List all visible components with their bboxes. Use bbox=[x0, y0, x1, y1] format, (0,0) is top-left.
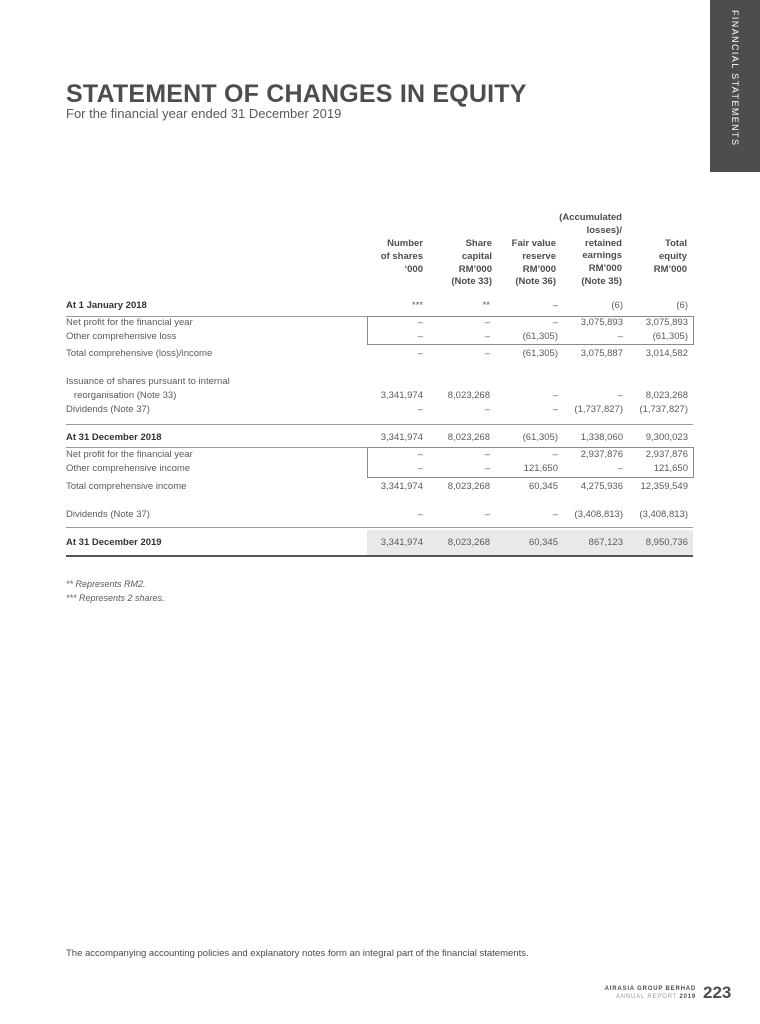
row-label: Total comprehensive income bbox=[66, 481, 187, 492]
cell-fair-value-reserve: 121,650 bbox=[523, 463, 558, 474]
cell-number-of-shares: – bbox=[417, 348, 423, 359]
row-label: Other comprehensive loss bbox=[66, 331, 177, 342]
row-label: reorganisation (Note 33) bbox=[66, 390, 177, 401]
cell-retained-earnings: (6) bbox=[611, 300, 623, 311]
cell-number-of-shares: 3,341,974 bbox=[380, 432, 423, 443]
cell-share-capital: 8,023,268 bbox=[447, 537, 490, 548]
cell-fair-value-reserve: – bbox=[552, 404, 558, 415]
cell-fair-value-reserve: – bbox=[552, 300, 558, 311]
cell-number-of-shares: 3,341,974 bbox=[380, 537, 423, 548]
cell-number-of-shares: 3,341,974 bbox=[380, 390, 423, 401]
cell-fair-value-reserve: – bbox=[552, 509, 558, 520]
row-label: Dividends (Note 37) bbox=[66, 509, 150, 520]
row-label: Net profit for the financial year bbox=[66, 317, 193, 328]
cell-total-equity: 2,937,876 bbox=[645, 449, 688, 460]
row-label: Other comprehensive income bbox=[66, 463, 191, 474]
cell-retained-earnings: 3,075,887 bbox=[580, 348, 623, 359]
row-label: At 31 December 2019 bbox=[66, 537, 162, 548]
cell-share-capital: 8,023,268 bbox=[447, 481, 490, 492]
cell-retained-earnings: 4,275,936 bbox=[580, 481, 623, 492]
column-header-retained-earnings: (Accumulated losses)/ retained earnings RM’000 (Note 35) bbox=[559, 212, 622, 287]
cell-share-capital: – bbox=[484, 509, 490, 520]
footnotes bbox=[66, 577, 165, 605]
cell-share-capital: – bbox=[484, 449, 490, 460]
cell-total-equity: 3,014,582 bbox=[645, 348, 688, 359]
cell-number-of-shares: – bbox=[417, 317, 423, 328]
page-title: STATEMENT OF CHANGES IN EQUITY bbox=[66, 80, 527, 108]
cell-fair-value-reserve: (61,305) bbox=[522, 348, 558, 359]
table-row bbox=[0, 432, 760, 445]
table-row bbox=[0, 509, 760, 522]
cell-total-equity: 9,300,023 bbox=[645, 432, 688, 443]
cell-share-capital: 8,023,268 bbox=[447, 390, 490, 401]
column-header-fair-value-reserve: Fair value reserve RM’000 (Note 36) bbox=[511, 238, 556, 288]
cell-total-equity: (1,737,827) bbox=[639, 404, 688, 415]
cell-share-capital: ** bbox=[482, 300, 490, 311]
cell-number-of-shares: – bbox=[417, 463, 423, 474]
cell-fair-value-reserve: – bbox=[552, 317, 558, 328]
cell-fair-value-reserve: 60,345 bbox=[528, 537, 558, 548]
cell-retained-earnings: – bbox=[617, 463, 623, 474]
cell-total-equity: (61,305) bbox=[652, 331, 688, 342]
cell-number-of-shares: *** bbox=[411, 300, 423, 311]
report-label-text: ANNUAL REPORT bbox=[615, 994, 677, 1000]
footer-note: The accompanying accounting policies and explanatory notes form an integral part of the financial statements. bbox=[66, 948, 529, 959]
cell-total-equity: 3,075,893 bbox=[645, 317, 688, 328]
column-header-number-of-shares: Number of shares ‘000 bbox=[380, 238, 423, 275]
cell-number-of-shares: – bbox=[417, 449, 423, 460]
cell-number-of-shares: – bbox=[417, 331, 423, 342]
footnote: *** Represents 2 shares. bbox=[66, 593, 165, 603]
cell-share-capital: – bbox=[484, 317, 490, 328]
row-label: Issuance of shares pursuant to internal bbox=[66, 376, 230, 387]
cell-fair-value-reserve: – bbox=[552, 390, 558, 401]
cell-total-equity: (3,408,813) bbox=[639, 509, 688, 520]
cell-retained-earnings: 3,075,893 bbox=[580, 317, 623, 328]
cell-number-of-shares: – bbox=[417, 509, 423, 520]
report-label bbox=[590, 994, 696, 1000]
cell-number-of-shares: – bbox=[417, 404, 423, 415]
cell-fair-value-reserve: – bbox=[552, 449, 558, 460]
table-row bbox=[0, 449, 760, 462]
page-number: 223 bbox=[703, 983, 732, 1002]
cell-retained-earnings: (3,408,813) bbox=[574, 509, 623, 520]
cell-share-capital: – bbox=[484, 348, 490, 359]
table-row bbox=[0, 331, 760, 344]
cell-number-of-shares: 3,341,974 bbox=[380, 481, 423, 492]
cell-retained-earnings: 2,937,876 bbox=[580, 449, 623, 460]
table-row bbox=[0, 404, 760, 417]
cell-fair-value-reserve: (61,305) bbox=[522, 432, 558, 443]
table-row bbox=[0, 317, 760, 330]
cell-total-equity: (6) bbox=[676, 300, 688, 311]
table-row bbox=[0, 481, 760, 494]
row-label: At 1 January 2018 bbox=[66, 300, 147, 311]
column-header-share-capital: Share capital RM’000 (Note 33) bbox=[451, 238, 492, 288]
cell-retained-earnings: – bbox=[617, 390, 623, 401]
cell-retained-earnings: (1,737,827) bbox=[574, 404, 623, 415]
table-row bbox=[0, 348, 760, 361]
cell-retained-earnings: 867,123 bbox=[588, 537, 623, 548]
cell-total-equity: 8,950,736 bbox=[645, 537, 688, 548]
table-row bbox=[0, 537, 760, 550]
cell-share-capital: 8,023,268 bbox=[447, 432, 490, 443]
cell-share-capital: – bbox=[484, 331, 490, 342]
footnote: ** Represents RM2. bbox=[66, 579, 146, 589]
column-header-total-equity: Total equity RM’000 bbox=[653, 238, 687, 275]
cell-total-equity: 8,023,268 bbox=[645, 390, 688, 401]
row-label: At 31 December 2018 bbox=[66, 432, 162, 443]
cell-share-capital: – bbox=[484, 463, 490, 474]
cell-share-capital: – bbox=[484, 404, 490, 415]
cell-fair-value-reserve: (61,305) bbox=[522, 331, 558, 342]
row-label: Total comprehensive (loss)/income bbox=[66, 348, 213, 359]
cell-total-equity: 12,359,549 bbox=[640, 481, 688, 492]
cell-fair-value-reserve: 60,345 bbox=[528, 481, 558, 492]
table-row bbox=[0, 463, 760, 476]
table-row bbox=[0, 376, 760, 389]
table-row bbox=[0, 390, 760, 403]
section-tab-label: FINANCIAL STATEMENTS bbox=[730, 10, 740, 147]
row-label: Net profit for the financial year bbox=[66, 449, 193, 460]
cell-retained-earnings: – bbox=[617, 331, 623, 342]
table-row bbox=[0, 300, 760, 313]
report-year: 2019 bbox=[679, 994, 696, 1000]
cell-total-equity: 121,650 bbox=[653, 463, 688, 474]
row-label: Dividends (Note 37) bbox=[66, 404, 150, 415]
page-subtitle: For the financial year ended 31 December 2019 bbox=[66, 106, 342, 121]
cell-retained-earnings: 1,338,060 bbox=[580, 432, 623, 443]
company-name: AIRASIA GROUP BERHAD bbox=[604, 986, 696, 992]
